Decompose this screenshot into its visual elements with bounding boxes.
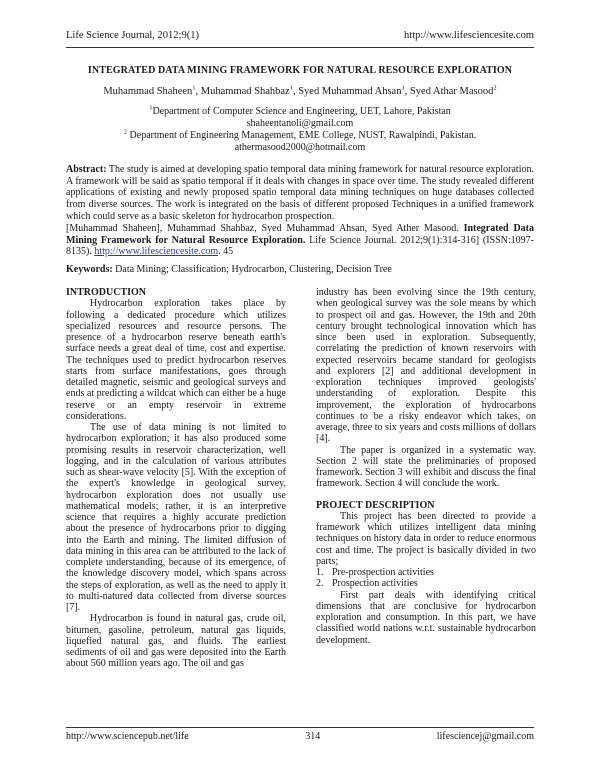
journal-url[interactable]: http://www.lifesciencesite.com	[404, 30, 534, 41]
paragraph: Hydrocarbon is found in natural gas, crude oil, bitumen, gasoline, petroleum, natural gas liquids, liquefied natural gas, and fluids. The earliest sediments of oil and gas were deposited into the Earth about 560 million years ago. The oil and gas	[66, 613, 286, 670]
abstract	[66, 164, 534, 223]
citation-authors: [Muhammad Shaheen], Muhammad Shahbaz, Syed Muhammad Ahsan, Syed Ather Masood.	[66, 223, 459, 234]
citation-link[interactable]: http://www.lifesciencesite.com	[94, 246, 219, 258]
left-column	[66, 287, 286, 670]
paper-title: INTEGRATED DATA MINING FRAMEWORK FOR NATURAL RESOURCE EXPLORATION	[87, 65, 513, 76]
affiliation-email[interactable]: athermasood2000@hotmail.com	[234, 142, 366, 153]
author-affiliation-mark: 1	[289, 84, 293, 92]
citation-journal: Life Science Journal. 2012;9(1):314-316] (ISSN:1097-8135).	[66, 234, 534, 258]
footer-email[interactable]: lifesciencej@gmail.com	[436, 731, 534, 742]
affiliation-mark: 2	[123, 128, 128, 136]
paragraph: industry has been evolving since the 19th century, when geological survey was the sole means by which to prospect oil and gas. However, the 19th and 20th century brought technological innovation which has since been used in exploration. Subsequently, correlating the prediction of known reservoirs with expected reservoirs became standard for geologists and explorers [2] and additional development in exploration techniques improved geologists' understanding of exploration. Despite this improvement, the exploration of hydrocarbons continues to be a risky endeavor which takes, on average, three to six years and costs millions of dollars [4].	[316, 287, 536, 445]
section-heading-introduction: INTRODUCTION	[66, 287, 147, 298]
author-affiliation-mark: 2	[493, 84, 497, 92]
running-footer	[66, 731, 534, 745]
right-column	[316, 287, 536, 646]
keywords	[66, 264, 534, 276]
paragraph: The paper is organized in a systematic way. Section 2 will state the preliminaries of proposed framework. Section 3 will exhibit and discuss the final framework. Section 4 will conclude the work.	[316, 444, 536, 490]
affiliation-2	[66, 130, 534, 154]
abstract-label: Abstract:	[66, 164, 107, 175]
affiliation-text: Department of Computer Science and Engineering, UET, Lahore, Pakistan	[152, 106, 451, 117]
page-number: 314	[305, 731, 321, 742]
affiliation-1	[66, 106, 534, 130]
footer-rule	[66, 727, 534, 728]
paragraph: Hydrocarbon exploration takes place by following a dedicated procedure which utilizes specialized resources and resource persons. The presence of a hydrocarbon reserve beneath earth's surface needs a great deal of time, cost and expertise. The techniques used to predict hydrocarbon reserves starts from surface manifestations, goes through detailed magnetic, seismic and geological surveys and ends at predicting a wildcat which can either be a huge reserve or an empty reservoir in extreme considerations.	[66, 298, 286, 422]
keywords-label: Keywords:	[66, 264, 113, 275]
running-header	[66, 30, 534, 46]
abstract-text: The study is aimed at developing spatio temporal data mining framework for natural resource exploration. A framework will be said as spatio temporal if it deals with changes in space over time. The study revealed different applications of existing and newly proposed spatio temporal data mining techniques on huge databases collected from diverse sources. The work is integrated on the basis of different proposed Techniques in a unified framework which could serve as a basic skeleton for hydrocarbon prospection.	[66, 164, 534, 222]
author-affiliation-mark: 1	[192, 84, 196, 92]
author-name: Muhammad Shaheen	[103, 86, 193, 97]
footer-url[interactable]: http://www.sciencepub.net/life	[66, 731, 189, 742]
citation-suffix: . 45	[218, 246, 234, 258]
author-name: Muhammad Shahbaz	[200, 86, 290, 97]
keywords-text: Data Mining; Classification; Hydrocarbon, Clustering, Decision Tree	[115, 264, 392, 275]
author-affiliation-mark: 1	[401, 84, 405, 92]
list-item	[316, 578, 536, 589]
citation-title: Integrated Data Mining Framework for Natural Resource Exploration.	[66, 223, 534, 246]
affiliation-email[interactable]: shaheentanoli@gmail.com	[246, 118, 354, 129]
affiliation-text: Department of Engineering Management, EME College, NUST, Rawalpindi, Pakistan.	[129, 130, 477, 141]
list-number: 2.	[316, 578, 324, 590]
author-name: Syed Athar Masood	[409, 86, 494, 97]
affiliation-mark: 1	[149, 104, 153, 112]
paragraph: First part deals with identifying critical dimensions that are conclusive for hydrocarbon exploration and consumption. In this part, we have classified world nations w.r.t. sustainable hydrocarbon development.	[316, 589, 536, 646]
paragraph: The use of data mining is not limited to hydrocarbon exploration; it has also produced some promising results in reservoir characterization, well logging, and in the calculation of various attributes such as shear-wave velocity [5]. With the exception of the expert's knowledge in geological survey, hydrocarbon exploration does not usually use mathematical models; rather, it is an interpretive science that requires a highly accurate prediction about the presence of hydrocarbons prior to digging into the Earth and mining. The limited diffusion of data mining in this area can be attributed to the lack of complete understanding, because of its emergence, of the knowledge discovery model, which spans across the steps of exploration, as well as the need to apply it to multi-natured data collected from diverse sources [7].	[66, 422, 286, 613]
paragraph: This project has been directed to provide a framework which utilizes intelligent data mining techniques on history data in order to reduce enormous cost and time. The project is basically divided in two parts;	[316, 510, 536, 567]
journal-name: Life Science Journal, 2012;9(1)	[66, 30, 199, 41]
list-item	[316, 567, 536, 578]
citation	[66, 223, 534, 258]
author-list: Muhammad Shaheen$^1$, Muhammad Shahbaz$^1$, Syed Muhammad Ahsan$^1$, Syed Athar Masood$^2$	[103, 84, 497, 97]
list-number: 1.	[316, 567, 324, 578]
section-heading-project-description: PROJECT DESCRIPTION	[316, 499, 435, 511]
list-text: Prospection activities	[332, 578, 418, 590]
list-text: Pre-prospection activities	[332, 567, 434, 578]
author-name: Syed Muhammad Ahsan	[298, 86, 402, 97]
header-rule	[66, 47, 534, 48]
